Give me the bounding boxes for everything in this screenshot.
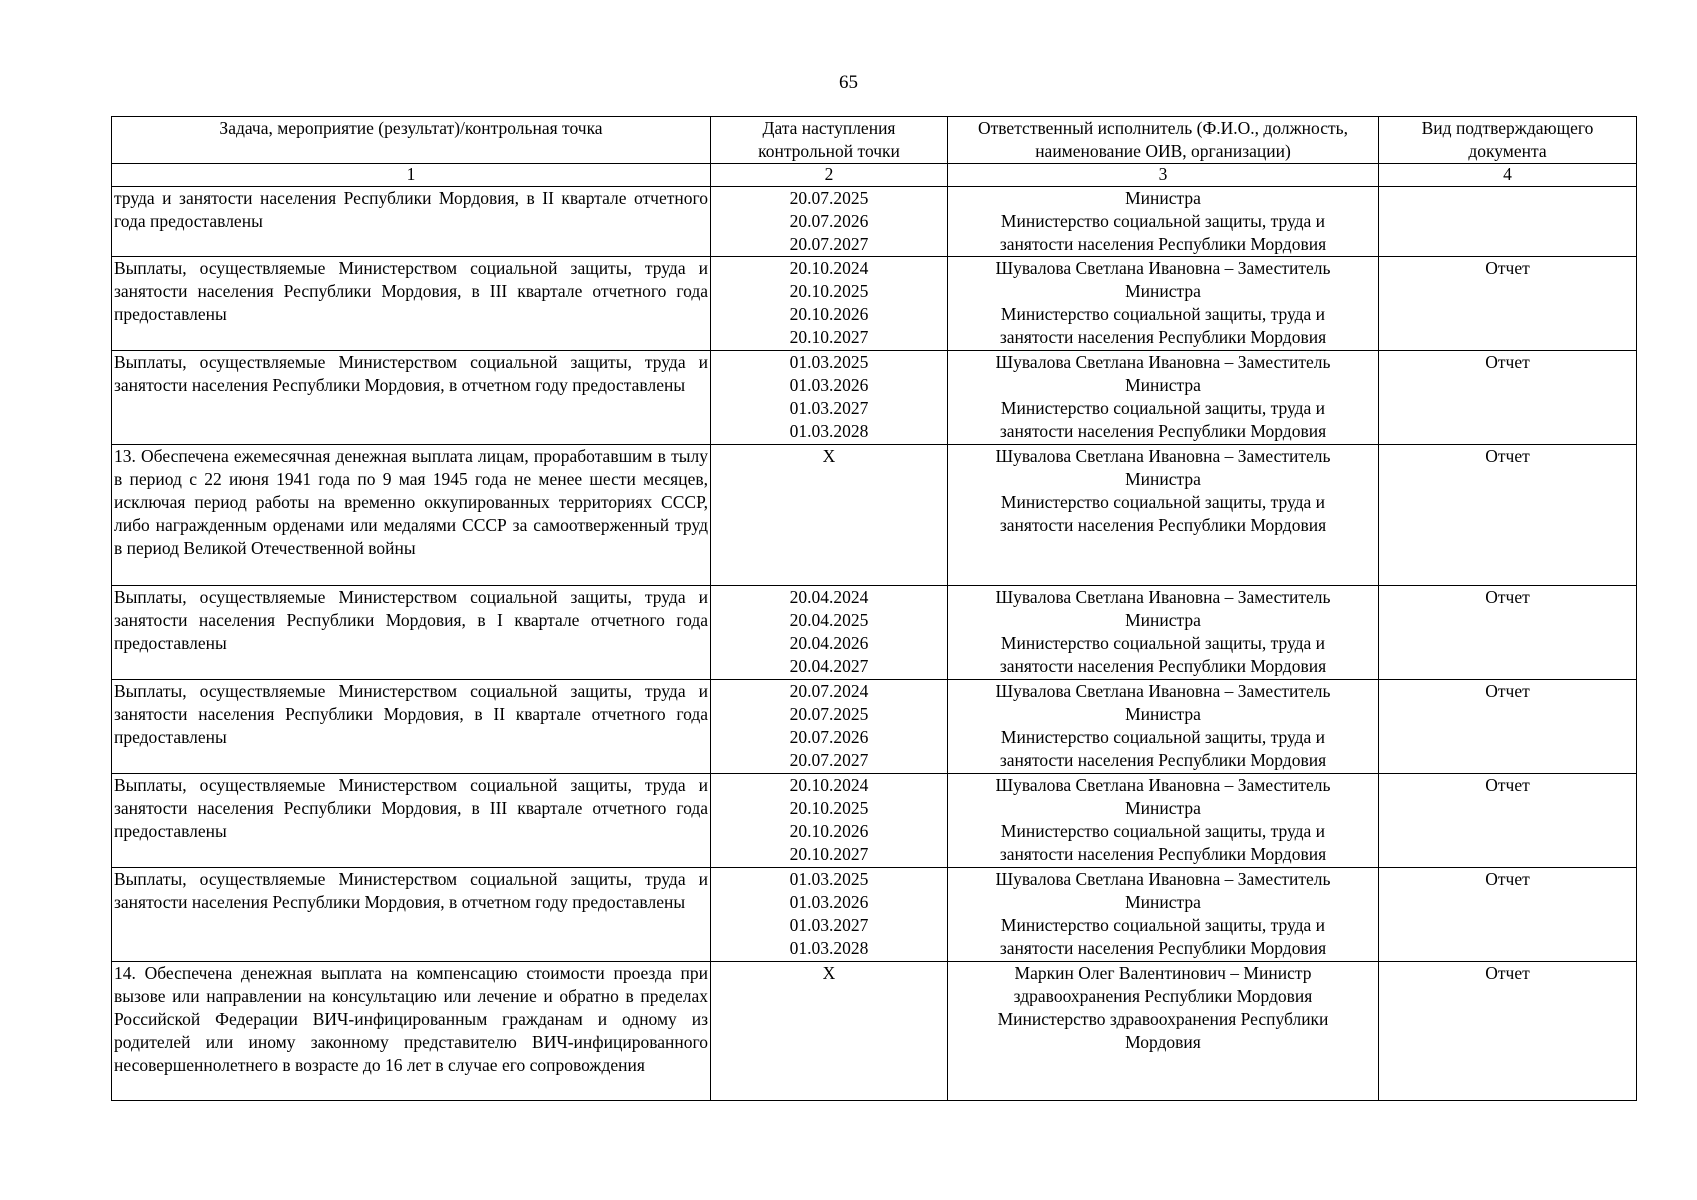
date-value: 20.04.2027 [789,656,869,676]
responsible-line: Шувалова Светлана Ивановна – Заместитель [995,446,1331,466]
document-type-cell: Отчет [1379,586,1637,680]
document-type-cell: Отчет [1379,680,1637,774]
date-value: 20.10.2026 [789,304,869,324]
responsible-line: Министерство социальной защиты, труда и [1000,211,1326,231]
date-value: 20.04.2025 [789,610,869,630]
responsible-line: занятости населения Республики Мордовия [999,421,1327,441]
date-value: X [822,446,836,466]
responsible-line: Министра [1125,469,1201,489]
dates-cell [711,351,948,445]
responsible-line: занятости населения Республики Мордовия [999,656,1327,676]
task-cell: Выплаты, осуществляемые Министерством социальной защиты, труда и занятости населения Республики Мордовия, в III квартале отчетного года предоставлены [112,257,711,351]
date-value: 01.03.2026 [789,892,869,912]
responsible-cell [948,187,1379,257]
column-number: 1 [112,164,711,187]
table-row [112,586,1637,680]
date-value: 01.03.2028 [789,421,869,441]
responsible-line: занятости населения Республики Мордовия [999,234,1327,254]
column-number: 2 [711,164,948,187]
date-value: 20.07.2027 [789,234,869,254]
date-value: 20.07.2025 [789,188,869,208]
dates-cell [711,962,948,1101]
date-value: 20.04.2024 [789,587,869,607]
responsible-line: Министерство социальной защиты, труда и [1000,398,1326,418]
header-date: Дата наступления контрольной точки [711,117,948,164]
responsible-line: Министра [1125,892,1201,912]
responsible-line: Министерство социальной защиты, труда и [1000,915,1326,935]
date-value: 20.04.2026 [789,633,869,653]
responsible-line: Мордовия [1125,1032,1201,1052]
date-value: 20.10.2027 [789,844,869,864]
date-value: 20.10.2026 [789,821,869,841]
responsible-line: Шувалова Светлана Ивановна – Заместитель [995,681,1331,701]
date-value: 01.03.2027 [789,398,869,418]
responsible-line: Министерство социальной защиты, труда и [1000,633,1326,653]
table-row [112,351,1637,445]
date-value: 20.10.2024 [789,775,869,795]
responsible-line: занятости населения Республики Мордовия [999,327,1327,347]
document-type-cell: Отчет [1379,962,1637,1101]
table-header-row [112,117,1637,164]
responsible-line: занятости населения Республики Мордовия [999,750,1327,770]
table-row [112,868,1637,962]
task-cell: Выплаты, осуществляемые Министерством социальной защиты, труда и занятости населения Республики Мордовия, в II квартале отчетного года предоставлены [112,680,711,774]
task-cell: 14. Обеспечена денежная выплата на компенсацию стоимости проезда при вызове или направлении на консультацию или лечение и обратно в пределах Российской Федерации ВИЧ-инфицированным гражданам и одному из родителей или иному законному представителю ВИЧ-инфицированного несовершеннолетнего в возрасте до 16 лет в случае его сопровождения [112,962,711,1101]
date-value: X [822,963,836,983]
column-number: 3 [948,164,1379,187]
responsible-line: Министерство социальной защиты, труда и [1000,304,1326,324]
date-value: 20.10.2027 [789,327,869,347]
responsible-line: Министерство социальной защиты, труда и [1000,821,1326,841]
dates-cell [711,257,948,351]
responsible-line: Министерство социальной защиты, труда и [1000,727,1326,747]
date-value: 20.07.2027 [789,750,869,770]
date-value: 20.07.2024 [789,681,869,701]
task-cell: труда и занятости населения Республики Мордовия, в II квартале отчетного года предоставлены [112,187,711,257]
responsible-line: занятости населения Республики Мордовия [999,844,1327,864]
responsible-line: Министерство здравоохранения Республики [997,1009,1329,1029]
date-value: 01.03.2028 [789,938,869,958]
table-row [112,680,1637,774]
date-value: 20.10.2024 [789,258,869,278]
date-value: 20.10.2025 [789,281,869,301]
document-type-cell: Отчет [1379,351,1637,445]
responsible-line: занятости населения Республики Мордовия [999,515,1327,535]
responsible-line: Министра [1125,798,1201,818]
document-type-cell [1379,187,1637,257]
responsible-line: Шувалова Светлана Ивановна – Заместитель [995,869,1331,889]
document-type-cell: Отчет [1379,445,1637,586]
table-row [112,962,1637,1101]
responsible-line: Министра [1125,281,1201,301]
responsible-cell [948,962,1379,1101]
responsible-line: здравоохранения Республики Мордовия [1013,986,1313,1006]
date-value: 01.03.2025 [789,869,869,889]
dates-cell [711,445,948,586]
task-cell: Выплаты, осуществляемые Министерством социальной защиты, труда и занятости населения Республики Мордовия, в I квартале отчетного года предоставлены [112,586,711,680]
responsible-line: Шувалова Светлана Ивановна – Заместитель [995,258,1331,278]
task-cell: Выплаты, осуществляемые Министерством социальной защиты, труда и занятости населения Республики Мордовия, в III квартале отчетного года предоставлены [112,774,711,868]
dates-cell [711,868,948,962]
document-type-cell: Отчет [1379,868,1637,962]
responsible-line: Министра [1125,188,1201,208]
responsible-line: Министра [1125,704,1201,724]
responsible-cell [948,257,1379,351]
date-value: 20.07.2026 [789,727,869,747]
table-row [112,187,1637,257]
control-points-table [111,116,1637,1101]
task-cell: 13. Обеспечена ежемесячная денежная выплата лицам, проработавшим в тылу в период с 22 июня 1941 года по 9 мая 1945 года не менее шести месяцев, исключая период работы на временно оккупированных территориях СССР, либо награжденным орденами или медалями СССР за самоотверженный труд в период Великой Отечественной войны [112,445,711,586]
responsible-cell [948,351,1379,445]
responsible-line: Шувалова Светлана Ивановна – Заместитель [995,775,1331,795]
page-number: 65 [839,72,858,93]
table-row [112,774,1637,868]
date-value: 01.03.2026 [789,375,869,395]
column-numbers-row [112,164,1637,187]
responsible-line: Шувалова Светлана Ивановна – Заместитель [995,352,1331,372]
responsible-line: Шувалова Светлана Ивановна – Заместитель [995,587,1331,607]
responsible-line: Министра [1125,610,1201,630]
document-type-cell: Отчет [1379,257,1637,351]
header-responsible: Ответственный исполнитель (Ф.И.О., должность, наименование ОИВ, организации) [948,117,1379,164]
dates-cell [711,774,948,868]
header-task: Задача, мероприятие (результат)/контрольная точка [112,117,711,164]
responsible-cell [948,868,1379,962]
responsible-line: Министра [1125,375,1201,395]
column-number: 4 [1379,164,1637,187]
date-value: 20.07.2025 [789,704,869,724]
responsible-cell [948,445,1379,586]
responsible-cell [948,774,1379,868]
responsible-line: занятости населения Республики Мордовия [999,938,1327,958]
date-value: 20.07.2026 [789,211,869,231]
header-document-type: Вид подтверждающего документа [1379,117,1637,164]
table-row [112,445,1637,586]
responsible-cell [948,586,1379,680]
date-value: 20.10.2025 [789,798,869,818]
document-type-cell: Отчет [1379,774,1637,868]
table-row [112,257,1637,351]
responsible-line: Министерство социальной защиты, труда и [1000,492,1326,512]
responsible-cell [948,680,1379,774]
date-value: 01.03.2025 [789,352,869,372]
task-cell: Выплаты, осуществляемые Министерством социальной защиты, труда и занятости населения Республики Мордовия, в отчетном году предоставлены [112,868,711,962]
task-cell: Выплаты, осуществляемые Министерством социальной защиты, труда и занятости населения Республики Мордовия, в отчетном году предоставлены [112,351,711,445]
dates-cell [711,586,948,680]
responsible-line: Маркин Олег Валентинович – Министр [1014,963,1312,983]
dates-cell [711,680,948,774]
date-value: 01.03.2027 [789,915,869,935]
dates-cell [711,187,948,257]
